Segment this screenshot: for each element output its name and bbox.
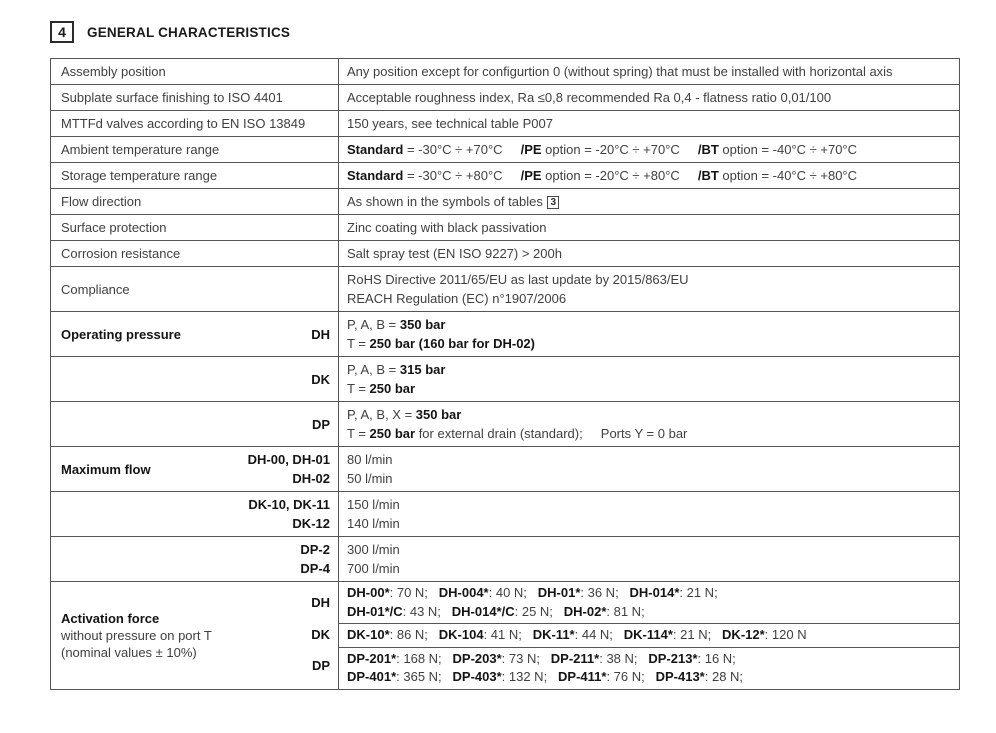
row-value-line: 700 l/min	[347, 561, 400, 576]
row-value-line: Standard = -30°C ÷ +70°C /PE option = -20°C ÷ +70°C /BT option = -40°C ÷ +70°C	[347, 142, 858, 157]
row-label: Surface protection	[61, 220, 167, 235]
table-row	[51, 241, 959, 267]
table-row	[51, 267, 959, 312]
table-row	[51, 189, 959, 215]
row-sublabel: DP-2 DP-4	[300, 542, 330, 576]
row-value-line: Standard = -30°C ÷ +80°C /PE option = -20°C ÷ +80°C /BT option = -40°C ÷ +80°C	[347, 168, 858, 183]
activation-values-dp: DP-201*: 168 N; DP-203*: 73 N; DP-211*: 38 N; DP-213*: 16 N; DP-401*: 365 N; DP-403*: 132 N; DP-411*: 76 N; DP-413*: 28 N;	[347, 650, 744, 684]
section-number-box: 4	[50, 21, 74, 43]
activation-description: Activation force without pressure on port T (nominal values ± 10%)	[61, 610, 212, 660]
row-sublabel: DP	[311, 416, 330, 432]
row-label: Storage temperature range	[61, 168, 218, 183]
section-title: GENERAL CHARACTERISTICS	[87, 24, 291, 40]
row-value-line: RoHS Directive 2011/65/EU as last update by 2015/863/EU	[347, 272, 689, 287]
row-value-line: 50 l/min	[347, 471, 393, 486]
row-value-line: P, A, B = 315 bar	[347, 362, 446, 377]
table-row	[51, 163, 959, 189]
table-row	[51, 402, 959, 447]
row-value-line: T = 250 bar	[347, 381, 416, 396]
row-label: Corrosion resistance	[61, 246, 181, 261]
row-value-line: Acceptable roughness index, Ra ≤0,8 recommended Ra 0,4 - flatness ratio 0,01/100	[347, 90, 832, 105]
row-label: Operating pressure	[61, 326, 181, 342]
row-label: Compliance	[61, 281, 130, 297]
section-header	[50, 20, 996, 44]
activation-values-dk: DK-10*: 86 N; DK-104: 41 N; DK-11*: 44 N; DK-114*: 21 N; DK-12*: 120 N	[339, 623, 959, 648]
row-label: Maximum flow	[61, 461, 151, 477]
table-row	[51, 492, 959, 537]
row-value-line: REACH Regulation (EC) n°1907/2006	[347, 291, 567, 306]
row-sublabel: DH-00, DH-01 DH-02	[247, 452, 330, 486]
table-row	[51, 357, 959, 402]
row-label: MTTFd valves according to EN ISO 13849	[61, 116, 306, 131]
table-row	[51, 85, 959, 111]
row-sublabel: DK-10, DK-11 DK-12	[248, 497, 330, 531]
activation-sublabel-dk: DK	[311, 627, 330, 642]
activation-sublabel-dp: DP	[311, 657, 330, 673]
table-row	[51, 215, 959, 241]
row-value-line: P, A, B, X = 350 bar	[347, 407, 462, 422]
characteristics-table	[50, 58, 960, 690]
row-value-line: As shown in the symbols of tables 3	[347, 192, 951, 211]
table-row	[51, 447, 959, 492]
activation-sublabel-dh: DH	[311, 595, 330, 610]
row-value-line: Any position except for configurtion 0 (without spring) that must be installed with horizontal axis	[347, 64, 893, 79]
row-value-line: Zinc coating with black passivation	[347, 220, 547, 235]
row-value-line: T = 250 bar (160 bar for DH-02)	[347, 336, 535, 351]
table-row	[51, 111, 959, 137]
row-sublabel: DH	[311, 326, 330, 342]
row-value-line: 150 years, see technical table P007	[347, 116, 553, 131]
row-label: Flow direction	[61, 194, 142, 209]
table-row	[51, 312, 959, 357]
row-sublabel: DK	[311, 371, 330, 387]
table-row	[51, 137, 959, 163]
row-value-line: 150 l/min	[347, 497, 400, 512]
row-value-line: T = 250 bar for external drain (standard); Ports Y = 0 bar	[347, 426, 688, 441]
table-row	[51, 537, 959, 582]
table-row	[51, 59, 959, 85]
row-value-line: P, A, B = 350 bar	[347, 317, 446, 332]
row-value-line: 140 l/min	[347, 516, 400, 531]
row-value-line: 300 l/min	[347, 542, 400, 557]
row-label: Subplate surface finishing to ISO 4401	[61, 90, 283, 105]
activation-values-dh: DH-00*: 70 N; DH-004*: 40 N; DH-01*: 36 N; DH-014*: 21 N; DH-01*/C: 43 N; DH-014*/C: 25 N; DH-02*: 81 N;	[347, 585, 718, 619]
activation-force-row	[51, 582, 959, 690]
row-label: Ambient temperature range	[61, 142, 220, 157]
row-value-line: 80 l/min	[347, 452, 393, 467]
row-label: Assembly position	[61, 64, 166, 79]
row-value-line: Salt spray test (EN ISO 9227) > 200h	[347, 246, 562, 261]
